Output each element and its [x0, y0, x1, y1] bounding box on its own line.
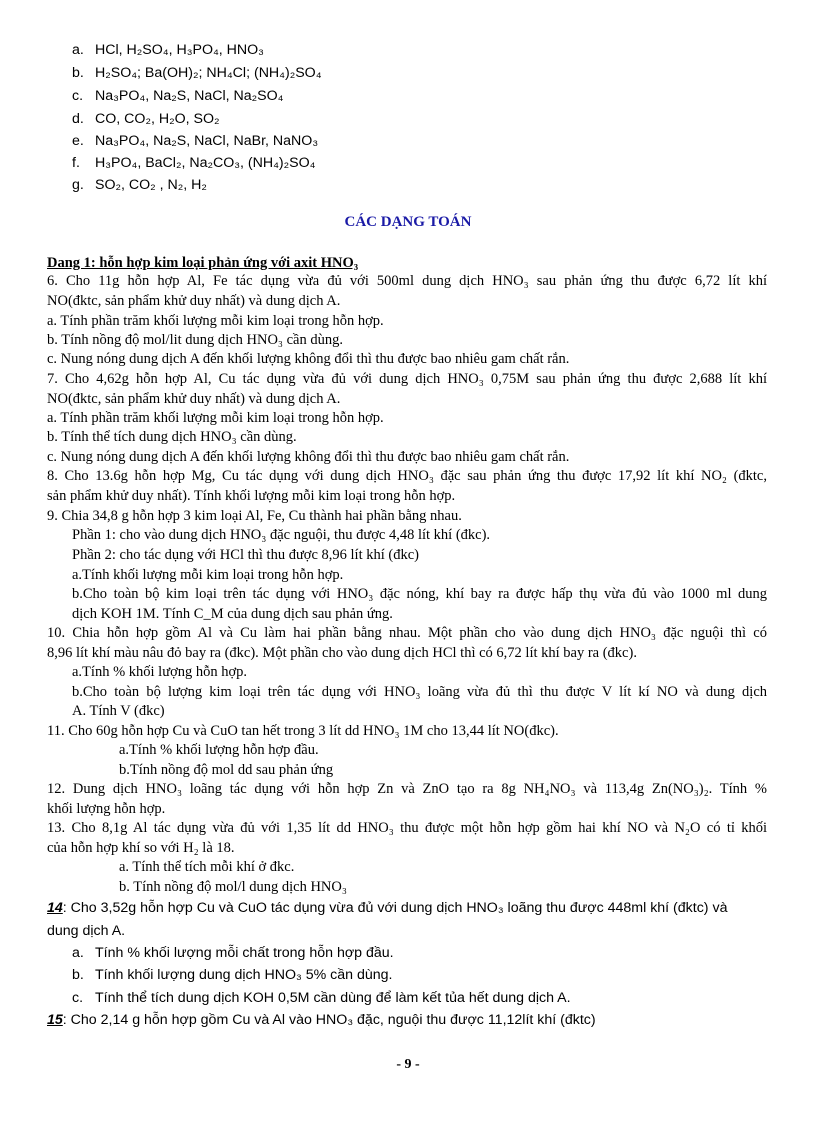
list-text: HCl, H₂SO₄, H₃PO₄, HNO₃: [95, 42, 264, 58]
list-item: [72, 64, 322, 83]
problem-15-text: : Cho 2,14 g hỗn hợp gồm Cu và Al vào HNO₃ đặc, nguội thu được 11,12lít khí (đktc): [62, 1012, 596, 1028]
text-line: Phần 2: cho tác dụng với HCl thì thu được 8,96 lít khí (đkc): [72, 547, 419, 563]
text-line: của hỗn hợp khí so với H₂ là 18.: [47, 840, 235, 856]
list-text: Tính khối lượng dung dịch HNO₃ 5% cần dùng.: [95, 967, 393, 983]
list-label: b.: [72, 65, 84, 81]
list-text: H₃PO₄, BaCl₂, Na₂CO₃, (NH₄)₂SO₄: [95, 155, 316, 171]
text-line: c. Nung nóng dung dịch A đến khối lượng không đổi thì thu được bao nhiêu gam chất rắn.: [47, 351, 570, 367]
list-label: a.: [72, 945, 84, 961]
text-line: sản phẩm khử duy nhất). Tính khối lượng mỗi kim loại trong hỗn hợp.: [47, 488, 456, 504]
problem-15-number: 15: [47, 1012, 63, 1028]
list-item: [72, 132, 319, 151]
list-label: b.: [72, 967, 84, 983]
problem-14-text: : Cho 3,52g hỗn hợp Cu và CuO tác dụng vừa đủ với dung dịch HNO₃ loãng thu được 448ml khí (đktc) và: [62, 900, 728, 916]
list-label: f.: [72, 155, 80, 171]
text-line: c. Nung nóng dung dịch A đến khối lượng không đổi thì thu được bao nhiêu gam chất rắn.: [47, 449, 570, 465]
text-line: a.Tính % khối lượng hỗn hợp.: [72, 664, 248, 680]
list-text: Tính thể tích dung dịch KOH 0,5M cần dùng để làm kết tủa hết dung dịch A.: [95, 990, 571, 1006]
text-line: 10. Chia hỗn hợp gồm Al và Cu làm hai phần bằng nhau. Một phần cho vào dung dịch HNO₃ đặc nguội thì có: [47, 625, 767, 641]
text-line: a.Tính khối lượng mỗi kim loại trong hỗn hợp.: [72, 567, 344, 583]
text-line: dịch KOH 1M. Tính C_M của dung dịch sau phản ứng.: [72, 606, 393, 622]
text-line: 7. Cho 4,62g hỗn hợp Al, Cu tác dụng vừa đủ với dung dịch HNO₃ 0,75M sau phản ứng thu được 2,688 lít khí: [47, 371, 767, 387]
text-line: Phần 1: cho vào dung dịch HNO₃ đặc nguội, thu được 4,48 lít khí (đkc).: [72, 527, 491, 543]
list-text: CO, CO₂, H₂O, SO₂: [95, 111, 220, 127]
list-label: c.: [72, 990, 84, 1006]
text-line: khối lượng hỗn hợp.: [47, 801, 166, 817]
problem-14-number: 14: [47, 900, 63, 916]
list-text: Na₃PO₄, Na₂S, NaCl, NaBr, NaNO₃: [95, 133, 319, 149]
list-text: Na₃PO₄, Na₂S, NaCl, Na₂SO₄: [95, 88, 284, 104]
list-item: [72, 87, 284, 106]
list-text: Tính % khối lượng mỗi chất trong hỗn hợp đầu.: [95, 945, 394, 961]
text-line: 9. Chia 34,8 g hỗn hợp 3 kim loại Al, Fe, Cu thành hai phần bằng nhau.: [47, 508, 462, 524]
problem-14-line: dung dịch A.: [47, 923, 126, 939]
text-line: a. Tính phần trăm khối lượng mỗi kim loại trong hỗn hợp.: [47, 313, 384, 329]
text-line: b. Tính thể tích dung dịch HNO₃ cần dùng.: [47, 429, 297, 445]
text-line: 13. Cho 8,1g Al tác dụng vừa đủ với 1,35 lít dd HNO₃ thu được một hỗn hợp gồm hai khí NO và N₂O có tỉ khối: [47, 820, 767, 836]
text-line: 11. Cho 60g hỗn hợp Cu và CuO tan hết trong 3 lít dd HNO₃ 1M cho 13,44 lít NO(đkc).: [47, 723, 559, 739]
problem-15-line: [47, 1011, 596, 1030]
text-line: b. Tính nồng độ mol/lit dung dịch HNO₃ cần dùng.: [47, 332, 343, 348]
text-line: NO(đktc, sản phẩm khử duy nhất) và dung dịch A.: [47, 293, 341, 309]
text-line: b.Cho toàn bộ kim loại trên tác dụng với HNO₃ đặc nóng, khí bay ra được hấp thụ vừa đủ vào 1000 ml dung: [72, 586, 767, 602]
list-item: [72, 944, 394, 963]
list-label: a.: [72, 42, 84, 58]
text-line: 8. Cho 13.6g hỗn hợp Mg, Cu tác dụng với dung dịch HNO₃ đặc sau phản ứng thu được 17,92 lít khí NO₂ (đktc,: [47, 468, 767, 484]
problem-14-line: [47, 899, 727, 918]
text-line: a. Tính thể tích mỗi khí ở đkc.: [119, 859, 295, 875]
list-label: c.: [72, 88, 84, 104]
list-item: [72, 989, 571, 1008]
section-title: CÁC DẠNG TOÁN: [344, 214, 472, 230]
text-line: 12. Dung dịch HNO₃ loãng tác dụng với hỗn hợp Zn và ZnO tạo ra 8g NH₄NO₃ và 113,4g Zn(NO₃)₂. Tính %: [47, 781, 767, 797]
text-line: NO(đktc, sản phẩm khử duy nhất) và dung dịch A.: [47, 391, 341, 407]
list-item: [72, 110, 220, 129]
text-line: 8,96 lít khí màu nâu đỏ bay ra (đkc). Một phần cho vào dung dịch HCl thì có 6,72 lít khí bay ra (đkc).: [47, 645, 637, 661]
list-item: [72, 966, 393, 985]
list-item: [72, 154, 316, 173]
list-item: [72, 41, 264, 60]
subsection-title: Dang 1: hỗn hợp kim loại phản ứng với axit HNO₃: [47, 255, 359, 271]
list-text: H₂SO₄; Ba(OH)₂; NH₄Cl; (NH₄)₂SO₄: [95, 65, 322, 81]
text-line: A. Tính V (đkc): [72, 703, 165, 719]
text-line: 6. Cho 11g hỗn hợp Al, Fe tác dụng vừa đủ với 500ml dung dịch HNO₃ sau phản ứng thu được 6,72 lít khí: [47, 273, 767, 289]
list-label: g.: [72, 177, 84, 193]
page-number: - 9 -: [396, 1057, 420, 1072]
list-label: d.: [72, 111, 84, 127]
list-text: SO₂, CO₂ , N₂, H₂: [95, 177, 207, 193]
text-line: a.Tính % khối lượng hỗn hợp đầu.: [119, 742, 319, 758]
list-item: [72, 176, 207, 195]
text-line: b. Tính nồng độ mol/l dung dịch HNO₃: [119, 879, 347, 895]
text-line: b.Tính nồng độ mol dd sau phản ứng: [119, 762, 334, 778]
list-label: e.: [72, 133, 84, 149]
text-line: a. Tính phần trăm khối lượng mỗi kim loại trong hỗn hợp.: [47, 410, 384, 426]
text-line: b.Cho toàn bộ lượng kim loại trên tác dụng với HNO₃ loãng vừa đủ thì thu được V lít kí NO và dung dịch: [72, 684, 767, 700]
